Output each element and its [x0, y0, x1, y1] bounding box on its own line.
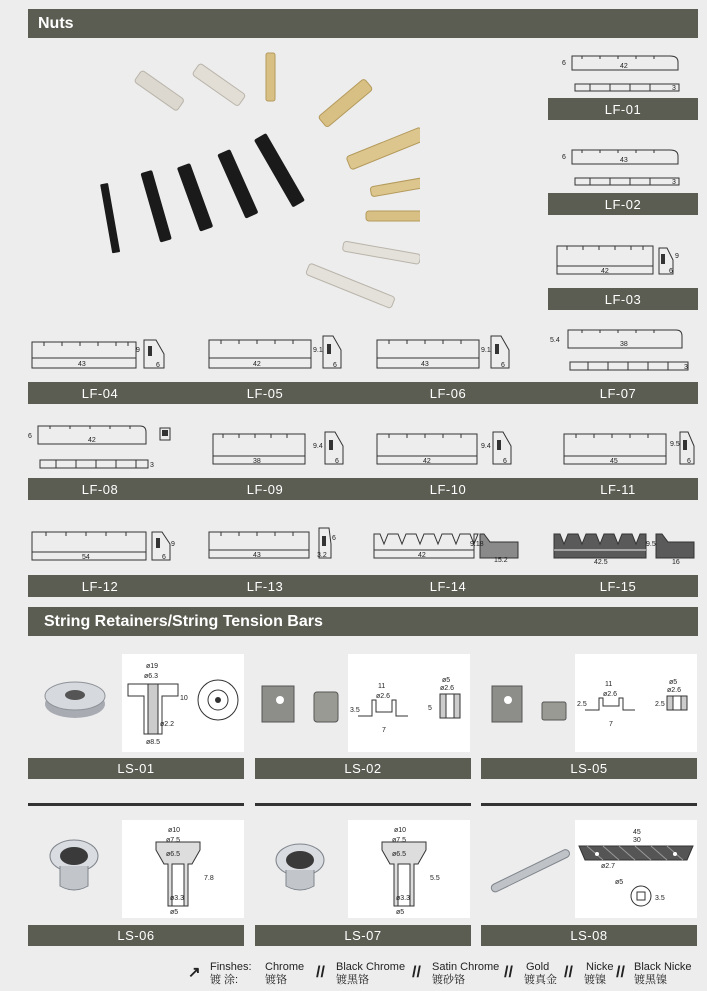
finish-black-chrome-en: Black Chrome — [336, 961, 406, 973]
lf-07-dim-width: 3 — [684, 364, 688, 371]
ls-05-dim-sleeve-outer: ø5 — [669, 679, 678, 686]
lf-10-dim-width: 6 — [503, 458, 507, 465]
ls-01-dim-inner: ø6.3 — [144, 673, 159, 680]
ls-01-dim-outer: ø19 — [146, 663, 159, 670]
lf-09-dim-length: 38 — [253, 458, 261, 465]
lf-10-label: LF-10 — [358, 478, 538, 500]
lf-05-dim-height: 9.1 — [313, 347, 323, 354]
lf-02-dim-length: 43 — [620, 157, 628, 164]
lf-03-label: LF-03 — [548, 288, 698, 310]
lf-06-dim-length: 43 — [421, 361, 429, 368]
ls-06-dim-rim: ø7.5 — [166, 837, 181, 844]
lf-07-drawing — [548, 326, 698, 374]
nuts-title-text: Nuts — [38, 14, 74, 32]
lf-12-drawing — [28, 524, 178, 564]
finishes-label-cn: 镀 涂: — [210, 974, 239, 986]
ls-05-dim-height: 2.5 — [577, 701, 587, 708]
lf-02-dim-width: 3 — [672, 179, 676, 186]
ls-06-dim-hole: ø3.3 — [170, 895, 185, 902]
lf-06-drawing — [373, 332, 518, 372]
finish-separator: // — [316, 964, 325, 981]
lf-15-label: LF-15 — [538, 575, 698, 597]
lf-06-label: LF-06 — [358, 382, 538, 404]
lf-01-dim-height: 6 — [562, 60, 566, 67]
ls-06-drawing — [122, 820, 244, 918]
lf-04-label: LF-04 — [28, 382, 172, 404]
finish-separator: // — [564, 964, 573, 981]
ls-02-dim-sleeve-outer: ø5 — [442, 677, 451, 684]
lf-14-dim-width: 15.2 — [494, 557, 508, 564]
ls-08-dim-rod: ø5 — [615, 879, 624, 886]
ls-08-dim-flat: 3.5 — [655, 895, 665, 902]
ls-05-drawing — [575, 654, 697, 752]
lf-05-drawing — [205, 332, 350, 372]
finish-chrome-cn: 镀铬 — [265, 974, 287, 986]
lf-05-dim-width: 6 — [333, 362, 337, 369]
ls-02-dim-height: 3.5 — [350, 707, 360, 714]
ls-02-dim-sleeve-inner: ø2.6 — [440, 685, 455, 692]
lf-08-dim-width: 3 — [150, 462, 154, 469]
lf-12-dim-height: 9 — [171, 541, 175, 548]
ls-06-dim-base: ø5 — [170, 909, 179, 916]
ls-05-dim-sleeve-inner: ø2.6 — [667, 687, 682, 694]
lf-02-drawing — [560, 146, 690, 191]
ls-01-photo — [40, 676, 110, 726]
ls-07-dim-cup: ø6.5 — [392, 851, 407, 858]
lf-08-dim-length: 42 — [88, 437, 96, 444]
lf-07-label: LF-07 — [538, 382, 698, 404]
finish-black-nicke-cn: 镀黑镍 — [634, 974, 667, 986]
lf-15-dim-height: 9.5 — [646, 541, 656, 548]
ls-07-dim-rim: ø7.5 — [392, 837, 407, 844]
ls-02-photo — [258, 682, 346, 726]
ls-08-label: LS-08 — [481, 925, 697, 946]
lf-01-drawing — [560, 52, 690, 97]
ls-07-photo — [272, 840, 328, 896]
finish-nicke-cn: 镀镍 — [584, 974, 606, 986]
lf-04-dim-height: 9 — [136, 347, 140, 354]
lf-14-label: LF-14 — [358, 575, 538, 597]
lf-03-drawing — [553, 240, 693, 280]
finish-black-chrome-cn: 镀黑铬 — [336, 974, 369, 986]
ls-06-photo — [46, 836, 102, 896]
lf-08-drawing — [28, 422, 178, 472]
lf-05-label: LF-05 — [172, 382, 358, 404]
ls-02-dim-sleeve-height: 5 — [428, 705, 432, 712]
lf-11-dim-length: 45 — [610, 458, 618, 465]
lf-02-dim-height: 6 — [562, 154, 566, 161]
ls-02-drawing — [348, 654, 470, 752]
lf-04-dim-length: 43 — [78, 361, 86, 368]
ls-05-dim-sleeve-height: 2.5 — [655, 701, 665, 708]
ls-02-dim-width: 11 — [378, 683, 386, 690]
lf-11-dim-width: 6 — [687, 458, 691, 465]
lf-09-drawing — [205, 428, 355, 468]
lf-15-dim-length: 42.5 — [594, 559, 608, 566]
ls-07-dim-height: 5.5 — [430, 875, 440, 882]
ls-01-drawing — [122, 654, 244, 752]
lf-13-dim-length: 43 — [253, 552, 261, 559]
finish-separator: // — [412, 964, 421, 981]
lf-15-dim-width: 16 — [672, 559, 680, 566]
retainers-title-text: String Retainers/String Tension Bars — [44, 612, 323, 630]
finish-gold-cn: 镀真金 — [524, 974, 557, 986]
ls-01-dim-hole: ø2.2 — [160, 721, 175, 728]
ls-06-label: LS-06 — [28, 925, 244, 946]
finishes-legend — [188, 959, 703, 989]
lf-06-dim-width: 6 — [501, 362, 505, 369]
finishes-label-en: Finshes: — [210, 961, 252, 973]
lf-03-dim-width: 6 — [669, 268, 673, 275]
lf-12-label: LF-12 — [28, 575, 172, 597]
nuts-product-photo — [100, 45, 420, 310]
ls-02-dim-span: 7 — [382, 727, 386, 734]
ls-05-dim-width: 11 — [605, 681, 613, 688]
finish-gold-en: Gold — [526, 961, 550, 973]
ls-06-dim-cup: ø6.5 — [166, 851, 181, 858]
ls-07-dim-base: ø5 — [396, 909, 405, 916]
lf-04-drawing — [28, 332, 173, 372]
ls-01-label: LS-01 — [28, 758, 244, 779]
lf-11-drawing — [560, 428, 700, 468]
ls-07-drawing — [348, 820, 470, 918]
ls-08-separator — [481, 803, 697, 806]
lf-13-drawing — [205, 524, 355, 564]
ls-06-dim-outer: ø10 — [168, 827, 181, 834]
lf-01-dim-length: 42 — [620, 63, 628, 70]
arrow-icon: ↗ — [188, 964, 201, 981]
lf-10-drawing — [373, 428, 523, 468]
lf-04-dim-width: 6 — [156, 362, 160, 369]
lf-13-dim-height: 6 — [332, 535, 336, 542]
lf-15-drawing — [550, 524, 700, 566]
ls-07-dim-outer: ø10 — [394, 827, 407, 834]
ls-01-dim-base: ø8.5 — [146, 739, 161, 746]
ls-08-drawing — [575, 820, 697, 918]
ls-08-photo — [484, 840, 574, 896]
lf-03-dim-height: 9 — [675, 253, 679, 260]
lf-02-label: LF-02 — [548, 193, 698, 215]
lf-06-dim-height: 9.1 — [481, 347, 491, 354]
lf-03-dim-length: 42 — [601, 268, 609, 275]
lf-14-drawing — [370, 524, 525, 564]
lf-11-label: LF-11 — [538, 478, 698, 500]
finish-black-nicke-en: Black Nicke — [634, 961, 692, 973]
finish-separator: // — [616, 964, 625, 981]
retainers-section-title — [28, 607, 698, 636]
lf-13-dim-width: 3.2 — [317, 552, 327, 559]
lf-01-label: LF-01 — [548, 98, 698, 120]
lf-13-label: LF-13 — [172, 575, 358, 597]
ls-08-dim-span: 30 — [633, 837, 641, 844]
ls-05-label: LS-05 — [481, 758, 697, 779]
lf-07-dim-height: 5.4 — [550, 337, 560, 344]
ls-01-dim-height: 10 — [180, 695, 188, 702]
lf-12-dim-width: 6 — [162, 554, 166, 561]
lf-14-dim-length: 42 — [418, 552, 426, 559]
finish-satin-chrome-en: Satin Chrome — [432, 961, 500, 973]
lf-08-dim-height: 6 — [28, 433, 32, 440]
ls-02-dim-hole: ø2.6 — [376, 693, 391, 700]
ls-05-dim-hole: ø2.6 — [603, 691, 618, 698]
ls-07-separator — [255, 803, 471, 806]
lf-10-dim-height: 9.4 — [481, 443, 491, 450]
ls-08-dim-total: 45 — [633, 829, 641, 836]
ls-07-dim-hole: ø3.3 — [396, 895, 411, 902]
ls-06-separator — [28, 803, 244, 806]
lf-08-label: LF-08 — [28, 478, 172, 500]
ls-02-label: LS-02 — [255, 758, 471, 779]
lf-09-dim-height: 9.4 — [313, 443, 323, 450]
finish-nicke-en: Nicke — [586, 961, 614, 973]
lf-05-dim-length: 42 — [253, 361, 261, 368]
lf-07-dim-length: 38 — [620, 341, 628, 348]
ls-05-dim-span: 7 — [609, 721, 613, 728]
finish-chrome-en: Chrome — [265, 961, 305, 973]
finish-satin-chrome-cn: 镀砂铬 — [432, 974, 465, 986]
lf-09-dim-width: 6 — [335, 458, 339, 465]
nuts-section-title — [28, 9, 698, 38]
ls-07-label: LS-07 — [255, 925, 471, 946]
lf-01-dim-width: 3 — [672, 85, 676, 92]
ls-06-dim-height: 7.8 — [204, 875, 214, 882]
lf-11-dim-height: 9.5 — [670, 441, 680, 448]
ls-05-photo — [488, 682, 574, 726]
lf-10-dim-length: 42 — [423, 458, 431, 465]
finish-separator: // — [504, 964, 513, 981]
lf-14-dim-height: 9.18 — [470, 541, 484, 548]
lf-12-dim-length: 54 — [82, 554, 90, 561]
ls-08-dim-hole: ø2.7 — [601, 863, 616, 870]
lf-09-label: LF-09 — [172, 478, 358, 500]
